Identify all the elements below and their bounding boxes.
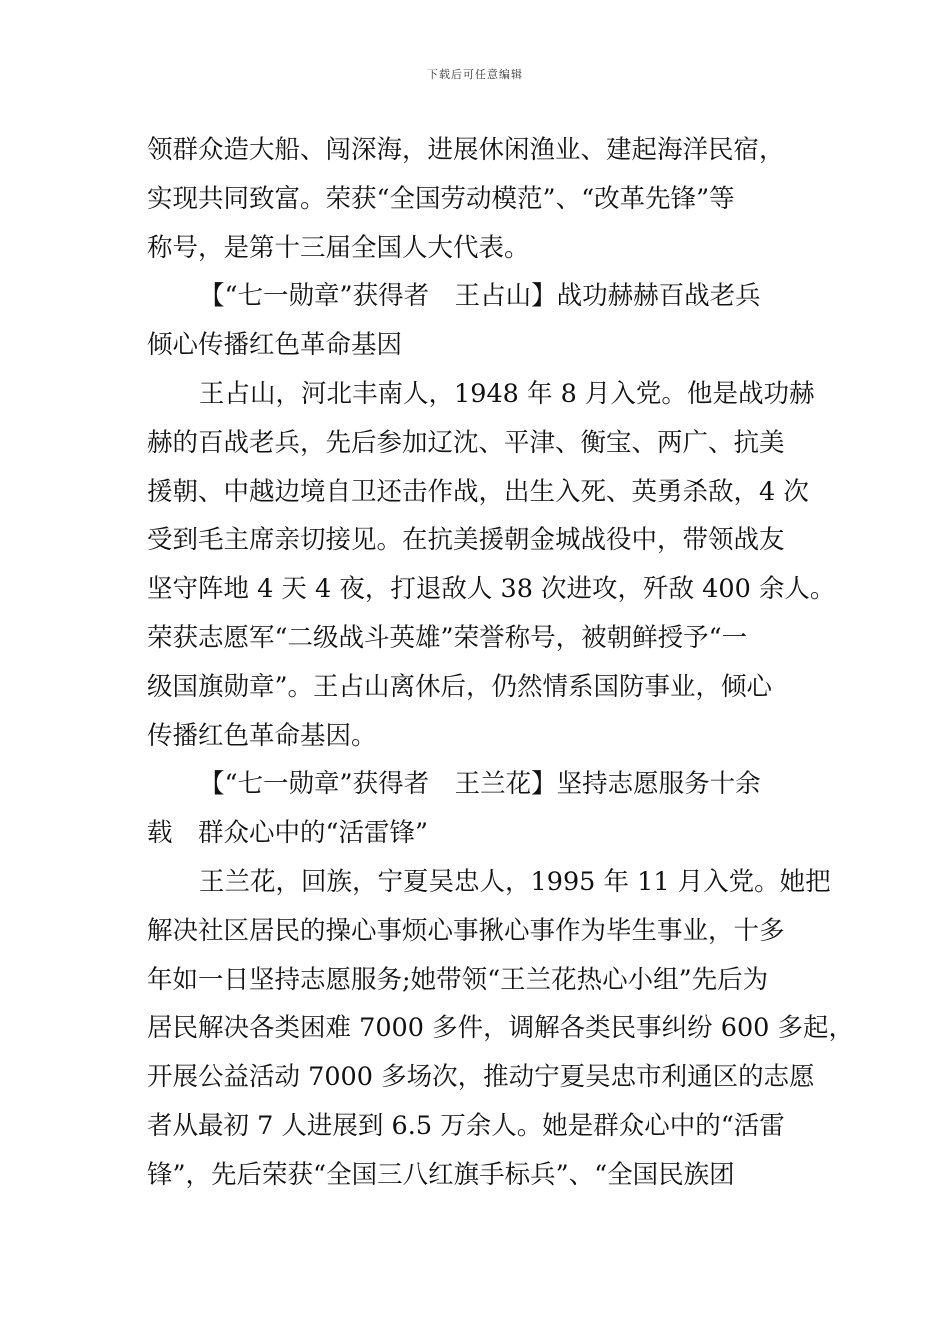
text-line: 荣获志愿军“二级战斗英雄”荣誉称号，被朝鲜授予“一 xyxy=(147,622,748,653)
text-line: 坚守阵地 4 天 4 夜，打退敌人 38 次进攻，歼敌 400 余人。 xyxy=(147,574,836,605)
section-heading-line: 倾心传播红色革命基因 xyxy=(147,330,403,361)
text-line: 王兰花，回族，宁夏吴忠人，1995 年 11 月入党。她把 xyxy=(199,866,831,897)
text-line: 援朝、中越边境自卫还击作战，出生入死、英勇杀敌，4 次 xyxy=(147,476,809,507)
text-line: 居民解决各类困难 7000 多件，调解各类民事纠纷 600 多起， xyxy=(147,1013,854,1044)
text-line: 者从最初 7 人进展到 6.5 万余人。她是群众心中的“活雷 xyxy=(147,1110,785,1141)
text-line: 王占山，河北丰南人，1948 年 8 月入党。他是战功赫 xyxy=(199,378,815,409)
text-line: 锋”，先后荣获“全国三八红旗手标兵”、“全国民族团 xyxy=(147,1159,735,1190)
text-line: 级国旗勋章”。王占山离休后，仍然情系国防事业，倾心 xyxy=(147,671,773,702)
text-line: 开展公益活动 7000 多场次，推动宁夏吴忠市利通区的志愿 xyxy=(147,1062,815,1093)
text-line: 受到毛主席亲切接见。在抗美援朝金城战役中，带领战友 xyxy=(147,525,785,556)
text-line: 年如一日坚持志愿服务;她带领“王兰花热心小组”先后为 xyxy=(147,964,769,995)
text-line: 赫的百战老兵，先后参加辽沈、平津、衡宝、两广、抗美 xyxy=(147,427,785,458)
section-heading-line: 【“七一勋章”获得者 王兰花】坚持志愿服务十余 xyxy=(199,769,761,800)
text-line: 称号，是第十三届全国人大代表。 xyxy=(147,232,530,263)
text-line: 传播红色革命基因。 xyxy=(147,720,377,751)
document-body xyxy=(147,126,854,1200)
text-line: 实现共同致富。荣获“全国劳动模范”、“改革先锋”等 xyxy=(147,183,735,214)
page-header: 下载后可任意编辑 xyxy=(427,68,523,81)
section-heading-line: 载 群众心中的“活雷锋” xyxy=(147,818,429,849)
text-line: 领群众造大船、闯深海，进展休闲渔业、建起海洋民宿， xyxy=(147,135,785,165)
text-line: 解决社区居民的操心事烦心事揪心事作为毕生事业，十多 xyxy=(147,915,785,946)
section-heading-line: 【“七一勋章”获得者 王占山】战功赫赫百战老兵 xyxy=(199,281,761,312)
